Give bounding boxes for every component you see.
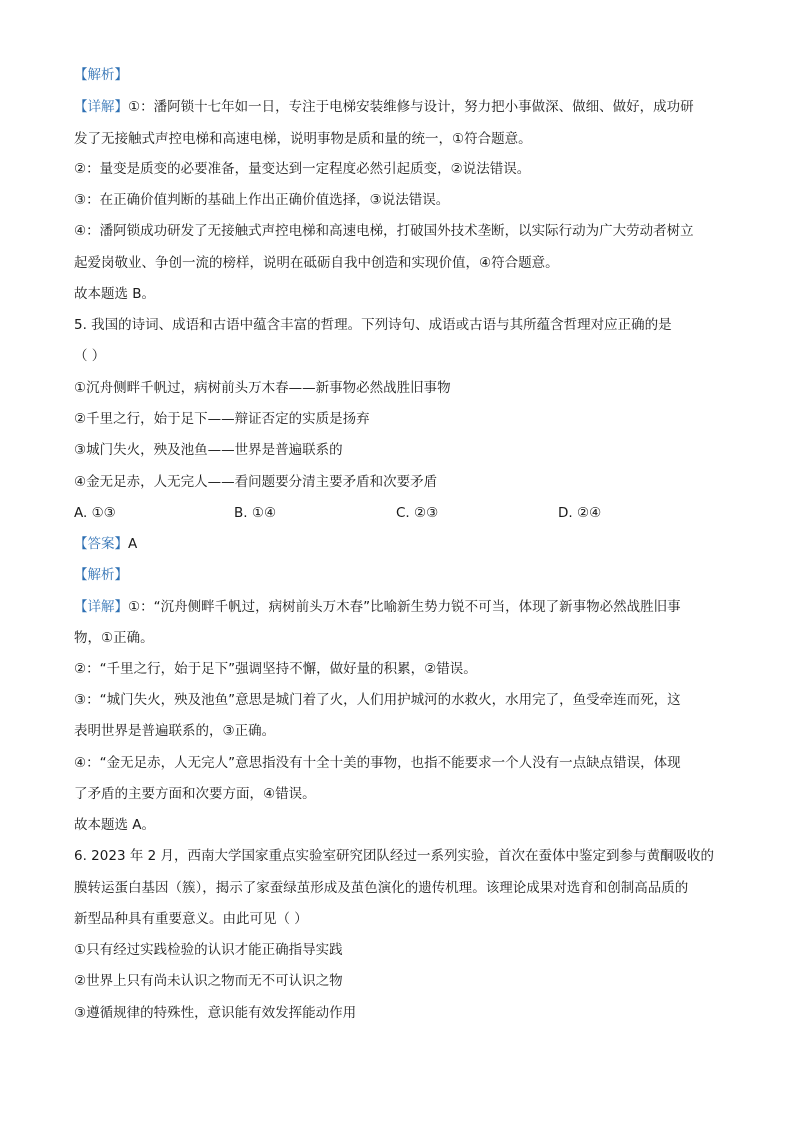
q5-detail-line5: 表明世界是普遍联系的，③正确。 bbox=[74, 723, 276, 739]
q5-option-c: C. ②③ bbox=[396, 505, 439, 521]
q4-detail-line5: ④：潘阿锁成功研发了无接触式声控电梯和高速电梯，打破国外技术垄断，以实际行动为广大劳动者树立 bbox=[74, 223, 694, 239]
q5-answer-tag: 【答案】 bbox=[74, 536, 128, 552]
q4-detail-tag: 【详解】 bbox=[74, 99, 128, 115]
q6-item-2: ②世界上只有尚未认识之物而无不可认识之物 bbox=[74, 973, 343, 989]
q5-stem-line1: 5. 我国的诗词、成语和古语中蕴含丰富的哲理。下列诗句、成语或古语与其所蕴含哲理对应正确的是 bbox=[74, 317, 672, 333]
q5-answer-line bbox=[74, 534, 137, 554]
q5-detail-line3: ②：“千里之行，始于足下”强调坚持不懈，做好量的积累，②错误。 bbox=[74, 661, 477, 677]
q5-detail-tag: 【详解】 bbox=[74, 599, 128, 615]
q5-option-a: A. ①③ bbox=[74, 505, 116, 521]
q5-detail-line1 bbox=[74, 597, 681, 617]
q5-item-1: ①沉舟侧畔千帆过，病树前头万木春——新事物必然战胜旧事物 bbox=[74, 380, 451, 396]
q4-detail-line6: 起爱岗敬业、争创一流的榜样，说明在砥砺自我中创造和实现价值，④符合题意。 bbox=[74, 255, 559, 271]
q5-conclusion: 故本题选 A。 bbox=[74, 817, 156, 833]
q4-detail-line4: ③：在正确价值判断的基础上作出正确价值选择，③说法错误。 bbox=[74, 192, 450, 208]
q5-detail-line2: 物，①正确。 bbox=[74, 630, 154, 646]
q6-item-1: ①只有经过实践检验的认识才能正确指导实践 bbox=[74, 942, 343, 958]
q5-jiexi-tag: 【解析】 bbox=[74, 567, 128, 583]
q5-option-d: D. ②④ bbox=[558, 505, 602, 521]
q5-item-3: ③城门失火，殃及池鱼——世界是普遍联系的 bbox=[74, 442, 343, 458]
q5-detail-line7: 了矛盾的主要方面和次要方面，④错误。 bbox=[74, 786, 316, 802]
q5-detail-line1-text: ①：“沉舟侧畔千帆过，病树前头万木春”比喻新生势力锐不可当，体现了新事物必然战胜旧事 bbox=[128, 599, 681, 615]
q5-detail-line6: ④：“金无足赤，人无完人”意思指没有十全十美的事物，也指不能要求一个人没有一点缺点错误，体现 bbox=[74, 755, 681, 771]
q6-item-3: ③遵循规律的特殊性，意识能有效发挥能动作用 bbox=[74, 1005, 357, 1021]
q4-detail-line1-text: ①：潘阿锁十七年如一日，专注于电梯安装维修与设计，努力把小事做深、做细、做好，成功研 bbox=[128, 99, 694, 115]
q5-item-2: ②千里之行，始于足下——辩证否定的实质是扬弃 bbox=[74, 411, 370, 427]
q4-conclusion: 故本题选 B。 bbox=[74, 286, 156, 302]
q4-jiexi-tag: 【解析】 bbox=[74, 67, 128, 83]
q5-answer-value: A bbox=[128, 536, 138, 552]
q5-option-b: B. ①④ bbox=[234, 505, 277, 521]
q6-stem-line2: 膜转运蛋白基因（簇），揭示了家蚕绿茧形成及茧色演化的遗传机理。该理论成果对选育和创制高品质的 bbox=[74, 880, 689, 896]
q4-detail-line2: 发了无接触式声控电梯和高速电梯，说明事物是质和量的统一，①符合题意。 bbox=[74, 131, 532, 147]
q4-detail-line1 bbox=[74, 97, 694, 117]
q4-detail-line3: ②：量变是质变的必要准备，量变达到一定程度必然引起质变，②说法错误。 bbox=[74, 161, 531, 177]
q5-item-4: ④金无足赤，人无完人——看问题要分清主要矛盾和次要矛盾 bbox=[74, 474, 438, 490]
q6-stem-line1: 6. 2023 年 2 月，西南大学国家重点实验室研究团队经过一系列实验，首次在蚕体中鉴定到参与黄酮吸收的 bbox=[74, 848, 714, 864]
q6-stem-line3: 新型品种具有重要意义。由此可见（ ） bbox=[74, 911, 308, 927]
q5-stem-line2: （ ） bbox=[74, 348, 106, 364]
q5-detail-line4: ③：“城门失火，殃及池鱼”意思是城门着了火，人们用护城河的水救火，水用完了，鱼受牵连而死，这 bbox=[74, 692, 681, 708]
